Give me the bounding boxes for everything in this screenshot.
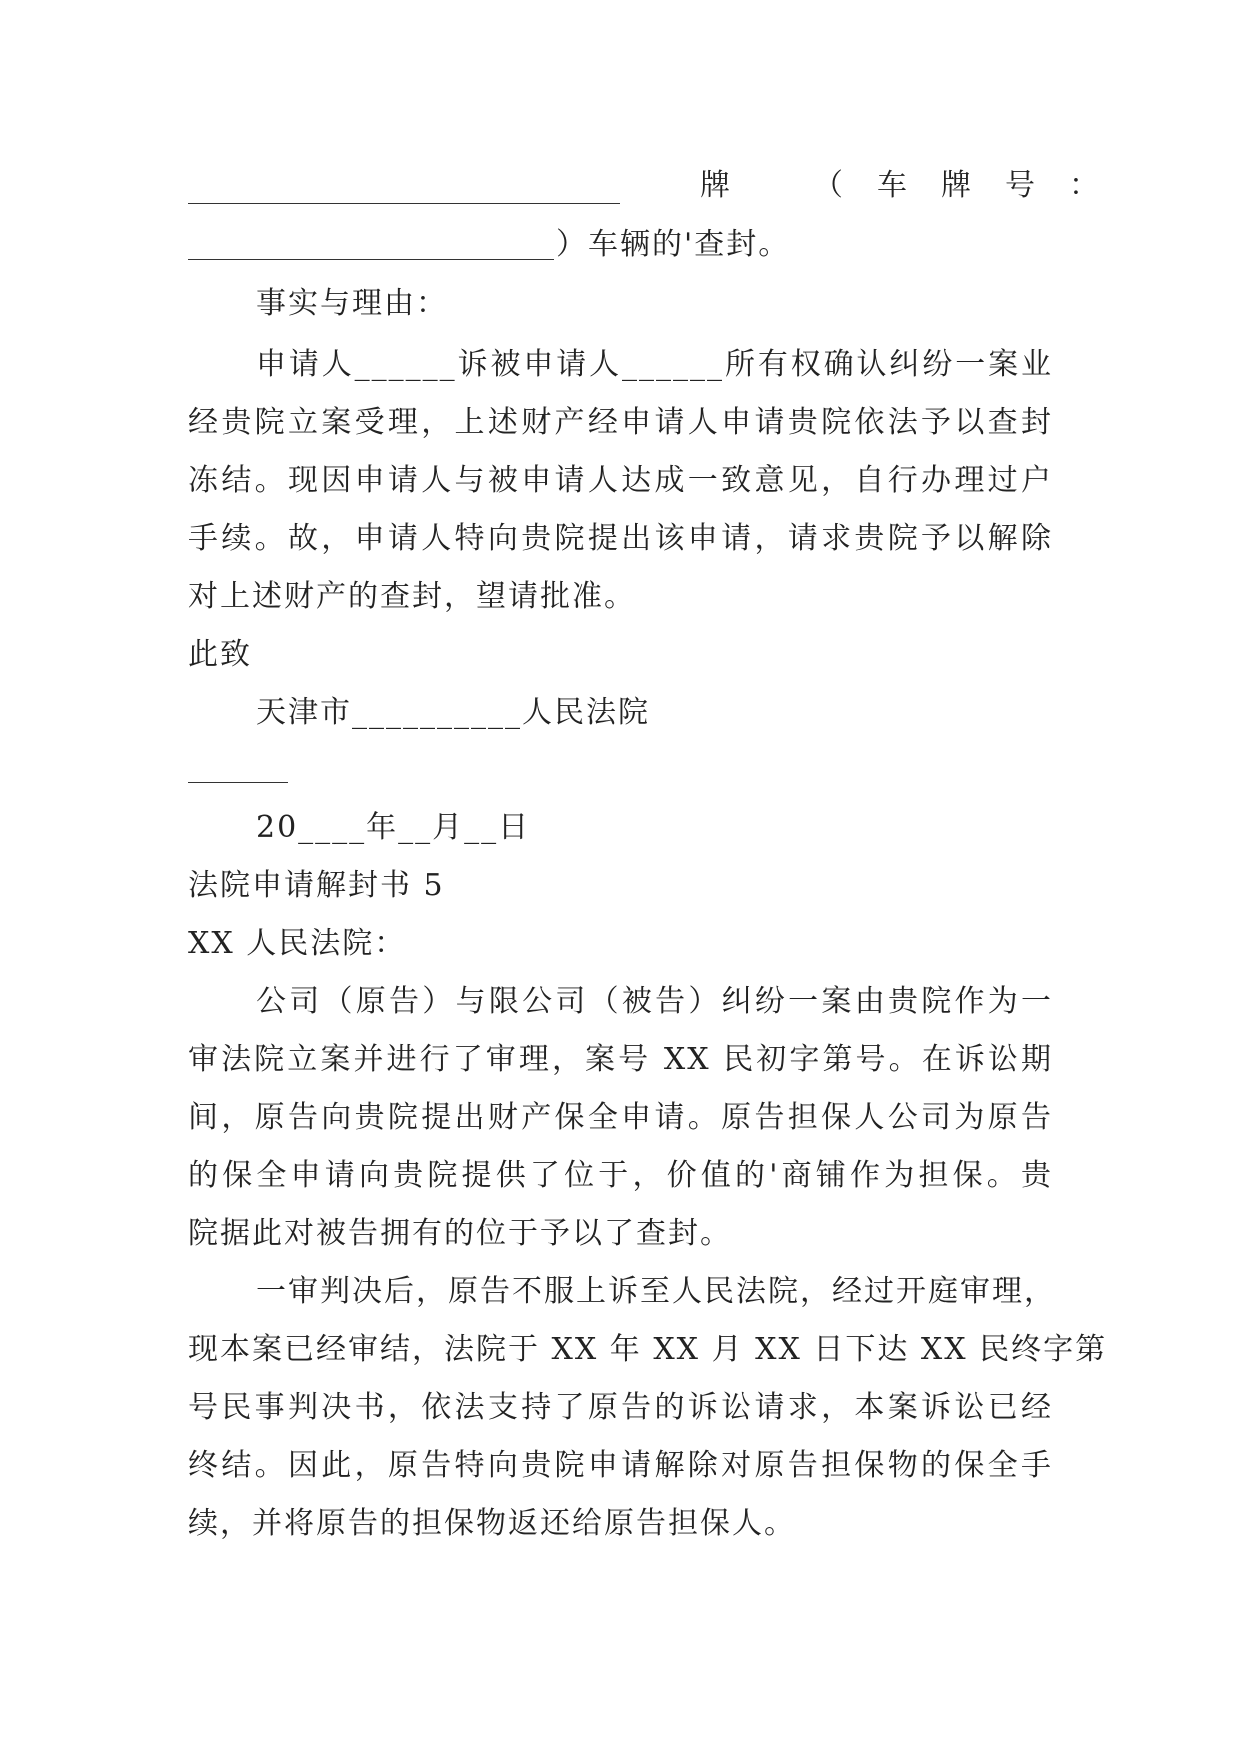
paragraph-line: 间，原告向贵院提出财产保全申请。原告担保人公司为原告 xyxy=(188,1100,1053,1135)
paragraph-line: 现本案已经审结，法院于 XX 年 XX 月 XX 日下达 XX 民终字第 xyxy=(188,1332,1108,1367)
facts-line: 对上述财产的查封，望请批准。 xyxy=(188,579,636,614)
paragraph-line: 终结。因此，原告特向贵院申请解除对原告担保物的保全手 xyxy=(188,1448,1053,1483)
paragraph-line: 续，并将原告的担保物返还给原告担保人。 xyxy=(188,1506,796,1541)
paragraph-line: 公司（原告）与限公司（被告）纠纷一案由贵院作为一 xyxy=(256,984,1053,1019)
fill-in-blank xyxy=(188,259,554,260)
facts-heading: 事实与理由： xyxy=(256,286,448,321)
facts-line: 申请人______诉被申请人______所有权确认纠纷一案业 xyxy=(256,347,1053,382)
facts-line: 手续。故，申请人特向贵院提出该申请，请求贵院予以解除 xyxy=(188,521,1053,556)
fill-in-blank xyxy=(188,203,620,204)
paragraph-line: 的保全申请向贵院提供了位于，价值的'商铺作为担保。贵 xyxy=(188,1158,1053,1193)
facts-line: 经贵院立案受理，上述财产经申请人申请贵院依法予以查封 xyxy=(188,405,1053,440)
date-line: 20____年__月__日 xyxy=(256,810,531,845)
fill-in-blank xyxy=(188,782,288,783)
court-addressee: 天津市__________人民法院 xyxy=(256,695,650,730)
section-title: 法院申请解封书 5 xyxy=(188,868,445,903)
paragraph-line: 一审判决后，原告不服上诉至人民法院，经过开庭审理， xyxy=(256,1274,1056,1309)
paragraph-line: 院据此对被告拥有的位于予以了查封。 xyxy=(188,1216,732,1251)
car-line-end: ）车辆的'查封。 xyxy=(556,227,791,262)
salutation: 此致 xyxy=(188,637,252,672)
facts-line: 冻结。现因申请人与被申请人达成一致意见，自行办理过户 xyxy=(188,463,1053,498)
paragraph-line: 审法院立案并进行了审理，案号 XX 民初字第号。在诉讼期 xyxy=(188,1042,1053,1077)
addressee: XX 人民法院： xyxy=(188,926,407,961)
car-line-tail: 牌 （车牌号： xyxy=(700,168,1133,203)
paragraph-line: 号民事判决书，依法支持了原告的诉讼请求，本案诉讼已经 xyxy=(188,1390,1053,1425)
